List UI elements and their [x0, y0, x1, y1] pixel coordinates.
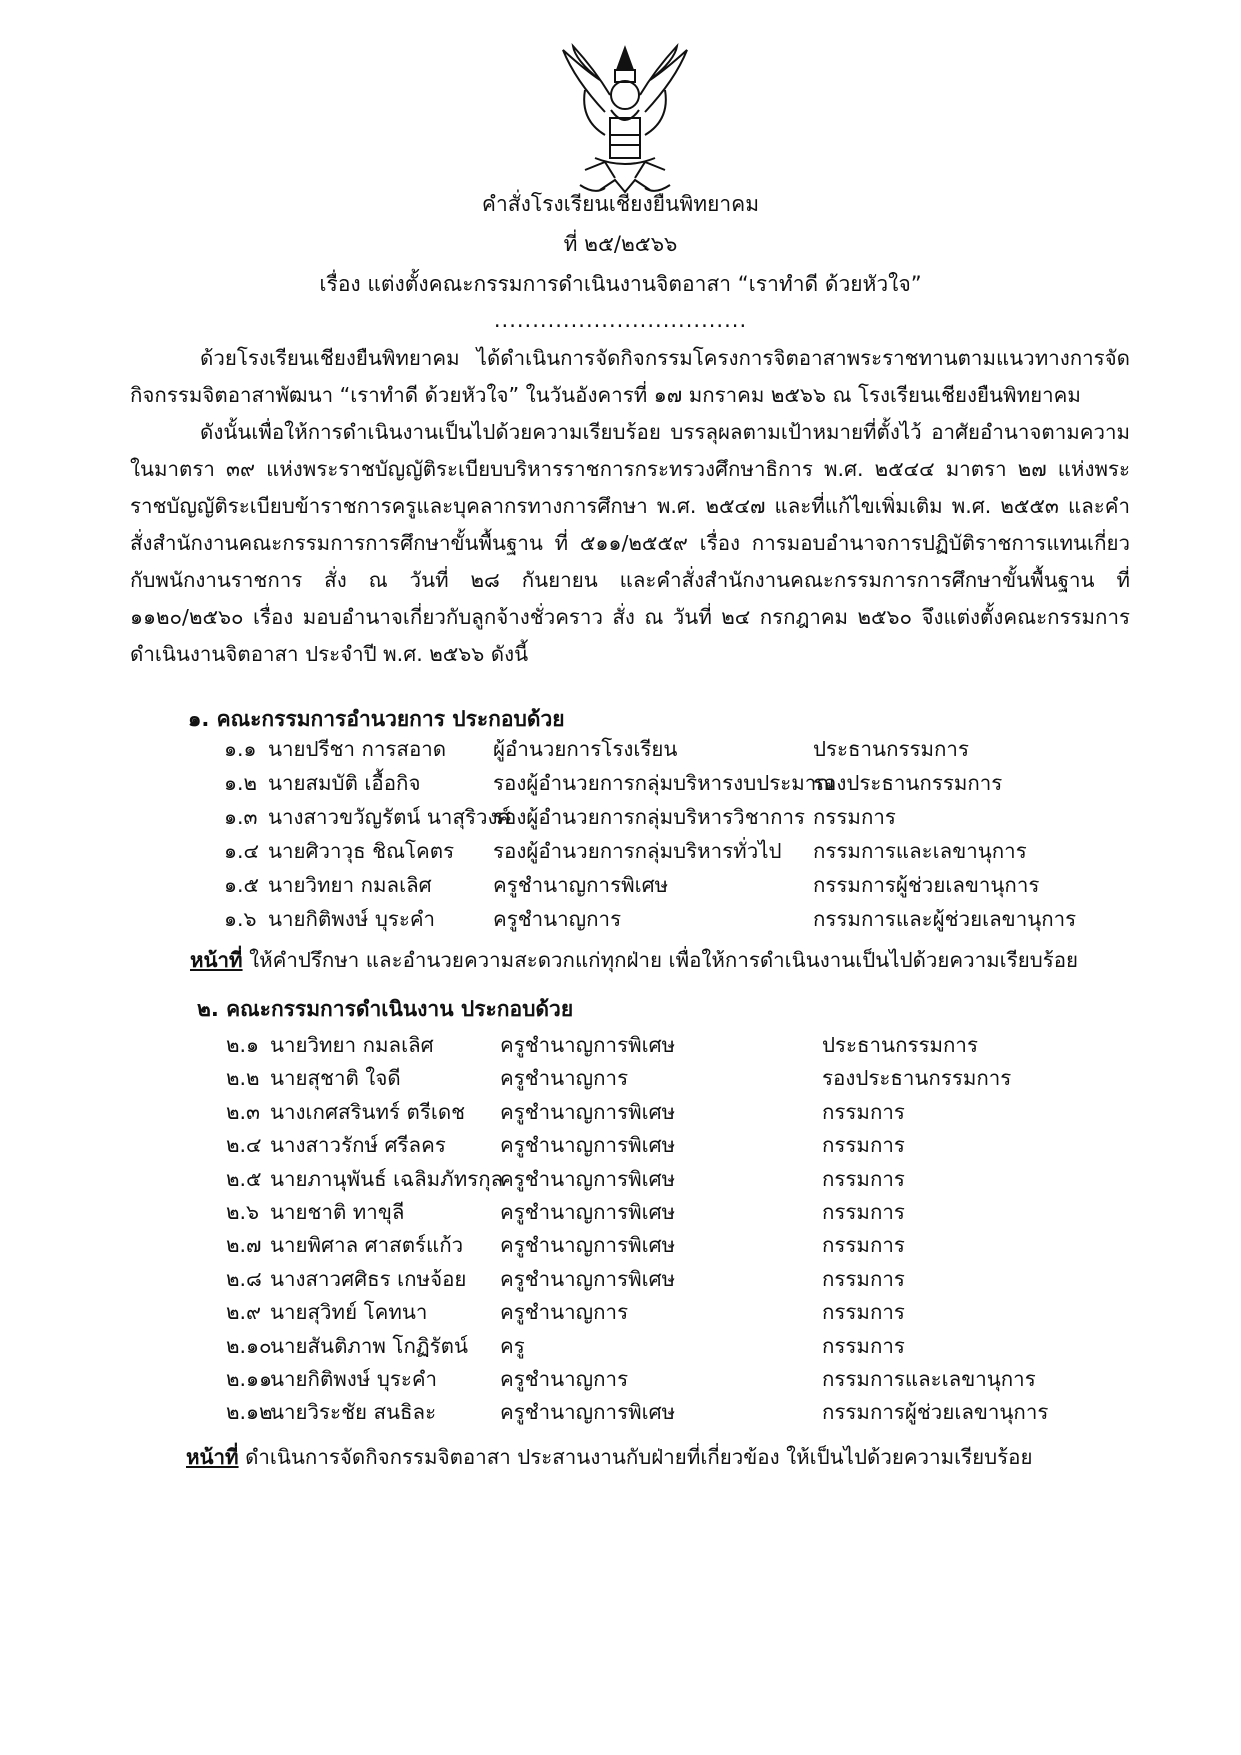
section1-heading: ๑. คณะกรรมการอำนวยการ ประกอบด้วย [188, 707, 565, 731]
member-name: นายวิทยา กมลเลิศ [268, 873, 432, 897]
member-position: รองผู้อำนวยการกลุ่มบริหารงบประมาณ [493, 771, 836, 795]
member-role: กรรมการ [822, 1166, 905, 1191]
member-row [0, 1029, 1241, 1065]
member-row [0, 1229, 1241, 1265]
member-no: ๒.๑๑ [226, 1367, 273, 1391]
member-role: ประธานกรรมการ [813, 737, 969, 761]
member-role: กรรมการ [822, 1300, 905, 1325]
paragraph-intro [130, 340, 1130, 414]
member-row [0, 1096, 1241, 1132]
member-no: ๑.๕ [224, 873, 260, 897]
member-role: รองประธานกรรมการ [813, 771, 1003, 795]
member-position: รองผู้อำนวยการกลุ่มบริหารวิชาการ [493, 805, 806, 829]
order-subject: เรื่อง แต่งตั้งคณะกรรมการดำเนินงานจิตอาสา “เราทำดี ด้วยหัวใจ” [319, 272, 922, 296]
member-row [0, 801, 1241, 837]
section2-duty [186, 1441, 1032, 1474]
member-no: ๒.๑ [226, 1033, 260, 1057]
member-role: กรรมการผู้ช่วยเลขานุการ [813, 873, 1040, 897]
member-name: นายสันติภาพ โกฏิรัตน์ [270, 1333, 468, 1358]
member-row [0, 1330, 1241, 1366]
member-name: นายวิระชัย สนธิละ [270, 1400, 437, 1425]
member-name: นายสุชาติ ใจดี [270, 1066, 401, 1091]
member-position: ครูชำนาญการ [500, 1066, 629, 1091]
member-position: ครูชำนาญการ [500, 1367, 629, 1391]
member-no: ๑.๓ [224, 805, 258, 829]
member-name: นางสาวขวัญรัตน์ นาสุริวงศ์ [268, 805, 511, 829]
member-position: ครูชำนาญการ [500, 1300, 629, 1325]
member-row [0, 1129, 1241, 1165]
order-number: ที่ ๒๕/๒๕๖๖ [563, 232, 678, 256]
paragraph-intro-text: ด้วยโรงเรียนเชียงยืนพิทยาคม ได้ดำเนินการจัดกิจกรรมโครงการจิตอาสาพระราชทานตามแนวทางการจัดกิจกรรมจิตอาสาพัฒนา “เราทำดี ด้วยหัวใจ” ในวันอังคารที่ ๑๗ มกราคม ๒๕๖๖ ณ โรงเรียนเชียงยืนพิทยาคม [130, 346, 1130, 407]
paragraph-authority [130, 414, 1130, 673]
member-no: ๑.๖ [224, 907, 257, 931]
member-position: ครูชำนาญการ [493, 907, 622, 931]
section2-duty-text: ดำเนินการจัดกิจกรรมจิตอาสา ประสานงานกับฝ่ายที่เกี่ยวข้อง ให้เป็นไปด้วยความเรียบร้อย [238, 1445, 1033, 1469]
member-no: ๒.๒ [226, 1066, 260, 1091]
member-role: กรรมการ [822, 1200, 905, 1224]
member-row [0, 1062, 1241, 1098]
member-role: กรรมการ [822, 1333, 905, 1358]
member-name: นายวิทยา กมลเลิศ [270, 1033, 434, 1057]
member-position: ครูชำนาญการพิเศษ [500, 1266, 676, 1291]
member-name: นายปรีชา การสอาด [268, 737, 447, 761]
member-no: ๒.๖ [226, 1200, 260, 1224]
member-position: รองผู้อำนวยการกลุ่มบริหารทั่วไป [493, 839, 782, 863]
member-name: นางสาวรักษ์ ศรีลคร [270, 1133, 446, 1158]
member-role: กรรมการ [822, 1233, 905, 1258]
member-role: รองประธานกรรมการ [822, 1066, 1012, 1091]
member-role: กรรมการผู้ช่วยเลขานุการ [822, 1400, 1049, 1425]
member-position: ครูชำนาญการพิเศษ [500, 1033, 676, 1057]
section1-duty-text: ให้คำปรึกษา และอำนวยความสะดวกแก่ทุกฝ่าย เพื่อให้การดำเนินงานเป็นไปด้วยความเรียบร้อย [242, 948, 1079, 972]
member-row [0, 767, 1241, 803]
member-role: กรรมการ [822, 1266, 905, 1291]
member-row [0, 1296, 1241, 1332]
member-role: ประธานกรรมการ [822, 1033, 978, 1057]
member-role: กรรมการและเลขานุการ [822, 1367, 1036, 1391]
member-name: นายกิติพงษ์ บุระคำ [268, 907, 436, 931]
member-position: ผู้อำนวยการโรงเรียน [493, 737, 678, 761]
member-name: นายสุวิทย์ โคทนา [270, 1300, 428, 1325]
member-row [0, 1163, 1241, 1199]
member-no: ๒.๑๐ [226, 1333, 272, 1358]
member-position: ครูชำนาญการพิเศษ [500, 1133, 676, 1158]
member-name: นายสมบัติ เอื้อกิจ [268, 771, 421, 795]
member-name: นางสาวศศิธร เกษจ้อย [270, 1266, 467, 1291]
member-row [0, 1363, 1241, 1399]
member-position: ครูชำนาญการพิเศษ [500, 1166, 676, 1191]
member-no: ๒.๔ [226, 1133, 262, 1158]
garuda-emblem-icon [555, 40, 695, 200]
member-no: ๒.๑๒ [226, 1400, 273, 1425]
member-position: ครูชำนาญการพิเศษ [500, 1099, 676, 1124]
member-name: นายกิติพงษ์ บุระคำ [270, 1367, 438, 1391]
member-role: กรรมการ [822, 1099, 905, 1124]
member-no: ๑.๒ [224, 771, 258, 795]
section2-heading: ๒. คณะกรรมการดำเนินงาน ประกอบด้วย [197, 997, 574, 1021]
member-position: ครู [500, 1333, 525, 1358]
member-row [0, 835, 1241, 871]
member-no: ๒.๘ [226, 1266, 262, 1291]
member-name: นายชาติ ทาขุลี [270, 1200, 405, 1224]
member-no: ๑.๔ [224, 839, 260, 863]
section2-duty-label: หน้าที่ [186, 1445, 239, 1469]
member-row [0, 1196, 1241, 1232]
member-position: ครูชำนาญการพิเศษ [500, 1200, 676, 1224]
member-name: นางเกศสรินทร์ ตรีเดช [270, 1099, 466, 1124]
member-name: นายภานุพันธ์ เฉลิมภัทรกุล [270, 1166, 504, 1191]
member-no: ๒.๗ [226, 1233, 262, 1258]
member-position: ครูชำนาญการพิเศษ [500, 1400, 676, 1425]
paragraph-authority-text: ดังนั้นเพื่อให้การดำเนินงานเป็นไปด้วยความเรียบร้อย บรรลุผลตามเป้าหมายที่ตั้งไว้ อาศัยอำนาจตามความในมาตรา ๓๙ แห่งพระราชบัญญัติระเบียบบริหารราชการกระทรวงศึกษาธิการ พ.ศ. ๒๕๔๔ มาตรา ๒๗ แห่งพระราชบัญญัติระเบียบข้าราชการครูและบุคลากรทางการศึกษา พ.ศ. ๒๕๔๗ และที่แก้ไขเพิ่มเติม พ.ศ. ๒๕๕๓ และคำสั่งสำนักงานคณะกรรมการการศึกษาขั้นพื้นฐาน ที่ ๕๑๑/๒๕๕๙ เรื่อง การมอบอำนาจการปฏิบัติราชการแทนเกี่ยวกับพนักงานราชการ สั่ง ณ วันที่ ๒๘ กันยายน และคำสั่งสำนักงานคณะกรรมการการศึกษาขั้นพื้นฐาน ที่ ๑๑๒๐/๒๕๖๐ เรื่อง มอบอำนาจเกี่ยวกับลูกจ้างชั่วคราว สั่ง ณ วันที่ ๒๔ กรกฎาคม ๒๕๖๐ จึงแต่งตั้งคณะกรรมการดำเนินงานจิตอาสา ประจำปี พ.ศ. ๒๕๖๖ ดังนี้ [130, 420, 1130, 666]
member-role: กรรมการ [813, 805, 896, 829]
member-name: นายพิศาล ศาสตร์แก้ว [270, 1233, 464, 1258]
member-position: ครูชำนาญการพิเศษ [493, 873, 669, 897]
member-no: ๒.๓ [226, 1099, 261, 1124]
member-no: ๑.๑ [224, 737, 257, 761]
section1-duty-label: หน้าที่ [190, 948, 243, 972]
member-name: นายศิวาวุธ ชิณโคตร [268, 839, 455, 863]
member-row [0, 733, 1241, 769]
member-row [0, 1263, 1241, 1299]
order-title: คำสั่งโรงเรียนเชียงยืนพิทยาคม [481, 192, 760, 216]
separator-dots: ................................. [493, 308, 748, 332]
section1-duty [190, 944, 1078, 977]
member-row [0, 903, 1241, 939]
member-role: กรรมการและผู้ช่วยเลขานุการ [813, 907, 1077, 931]
member-no: ๒.๙ [226, 1300, 262, 1325]
member-row [0, 1396, 1241, 1432]
member-row [0, 869, 1241, 905]
member-role: กรรมการ [822, 1133, 905, 1158]
member-position: ครูชำนาญการพิเศษ [500, 1233, 676, 1258]
member-no: ๒.๕ [226, 1166, 262, 1191]
member-role: กรรมการและเลขานุการ [813, 839, 1027, 863]
